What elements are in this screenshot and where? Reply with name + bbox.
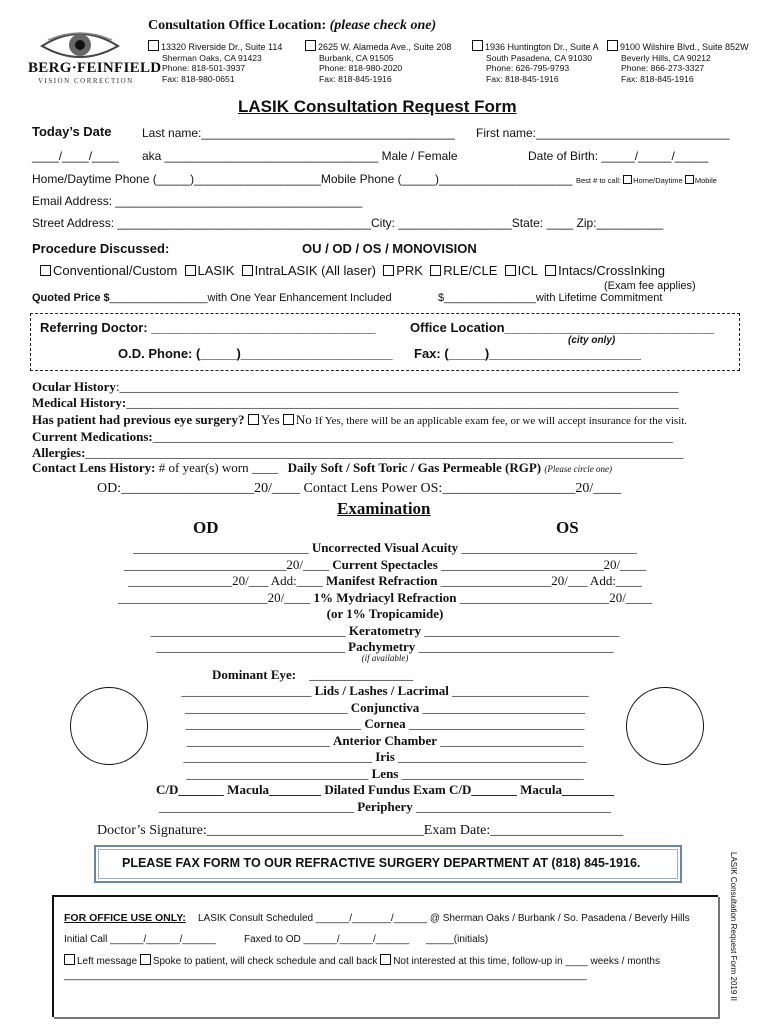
location-checkbox[interactable] [607, 40, 618, 51]
dob-field[interactable]: Date of Birth: _____/_____/_____ [528, 149, 709, 163]
exam-label: Anterior Chamber [332, 732, 438, 748]
os-heading: OS [556, 518, 579, 537]
exam-row [0, 683, 770, 700]
location-address: 1936 Huntington Dr., Suite A [485, 42, 599, 52]
os-value[interactable]: ___________________________ [461, 540, 637, 555]
not-interested-label: Not interested at this time, follow-up in ____ weeks / months [393, 956, 660, 967]
yes-checkbox[interactable] [248, 414, 259, 425]
os-value[interactable]: _________________________ [422, 699, 586, 715]
od-phone-field[interactable]: O.D. Phone: (_____)_____________________ [118, 346, 393, 361]
od-value[interactable]: ___________________________ [133, 540, 309, 555]
od-value[interactable]: ____________________ [181, 683, 312, 698]
todays-date-field[interactable]: ____/____/____ [32, 149, 119, 163]
medical-history[interactable] [32, 395, 679, 411]
quoted-lifetime[interactable]: $_______________with Lifetime Commitment [438, 292, 663, 304]
phone-fields[interactable]: Home/Daytime Phone (_____)___________________Mobile Phone (_____)____________________ [32, 172, 573, 186]
location-phone: Phone: 866-273-3327 [621, 63, 705, 73]
os-value[interactable]: _____________________________ [398, 749, 587, 764]
allergies[interactable] [32, 445, 683, 461]
allergies-line[interactable]: ____________________________________________________________________________________________ [85, 445, 684, 460]
os-value[interactable]: _______________________20/____ [459, 589, 652, 605]
exam-label: Uncorrected Visual Acuity [311, 540, 459, 555]
location-south-pasadena[interactable] [472, 40, 599, 84]
dominant-eye-label: Dominant Eye: [212, 667, 297, 682]
exam-label: Keratometry [348, 622, 422, 638]
od-heading: OD [193, 518, 219, 537]
ocular-history-label: Ocular History [32, 379, 116, 394]
eye-logo-icon [40, 28, 120, 62]
option-lasik[interactable]: LASIK [185, 263, 235, 278]
os-value[interactable]: ___________________________ [408, 716, 585, 731]
exam-label: Cornea [364, 716, 406, 731]
office-heading [148, 18, 436, 34]
previous-surgery-label: Has patient had previous eye surgery? [32, 412, 245, 427]
exam-row [0, 700, 770, 717]
street-address-field[interactable]: Street Address: ______________________________________City: _________________State: ____ Zip:__________ [32, 216, 664, 230]
location-checkbox[interactable] [472, 40, 483, 51]
fundus-row [0, 782, 770, 799]
os-value[interactable]: ______________________ [440, 732, 584, 748]
exam-label: 1% Mydriacyl Refraction [313, 589, 457, 605]
contact-lens-label: Contact Lens History: [32, 460, 156, 475]
exam-row [0, 557, 770, 574]
allergies-label: Allergies: [32, 445, 86, 460]
exam-row [0, 733, 770, 750]
office-heading-note: (please check one) [329, 18, 437, 33]
side-form-label: LASIK Consultation Request Form 2019 II [729, 852, 738, 1001]
circle-one-note: (Please circle one) [544, 464, 612, 474]
yes-label: Yes [260, 412, 280, 427]
contact-years-field[interactable]: # of year(s) worn ____ [158, 460, 278, 475]
location-city: Burbank, CA 91505 [319, 52, 394, 63]
city-only-note: (city only) [568, 335, 616, 346]
initials-field[interactable]: _____(initials) [426, 934, 489, 945]
os-value[interactable]: _________________________20/____ [441, 556, 647, 572]
location-fax: Fax: 818-845-1916 [319, 73, 392, 84]
od-value[interactable]: _____________________________ [183, 749, 372, 764]
exam-rows [0, 540, 770, 669]
location-city: South Pasadena, CA 91030 [486, 52, 593, 63]
left-message-label: Left message [77, 956, 138, 967]
exam-label: Iris [375, 749, 395, 764]
location-address: 9100 Wilshire Blvd., Suite 852W [620, 42, 749, 52]
exam-label: Lids / Lashes / Lacrimal [314, 683, 449, 698]
previous-surgery [32, 412, 687, 428]
exam-row [0, 623, 770, 640]
location-city: Beverly Hills, CA 90212 [621, 52, 711, 63]
exam-label: (or 1% Tropicamide) [326, 606, 444, 621]
exam-row [0, 766, 770, 783]
location-phone: Phone: 818-980-2020 [319, 63, 403, 73]
ocular-history-line[interactable]: :______________________________________________________________________________________ [115, 379, 679, 394]
periphery-row [0, 799, 770, 816]
location-checkbox[interactable] [305, 40, 316, 51]
exam-row [0, 540, 770, 557]
initial-call-field[interactable]: Initial Call ______/______/______ [64, 934, 216, 945]
spoke-checkbox[interactable] [140, 954, 151, 965]
no-label: No [295, 412, 312, 427]
mobile-label: Mobile [694, 176, 717, 185]
exam-row [0, 639, 770, 653]
od-value[interactable]: ___________________________ [185, 716, 362, 731]
os-value[interactable]: ______________________________ [416, 798, 612, 814]
exam-heading: Examination [337, 499, 431, 518]
option-intralasik[interactable]: IntraLASIK (All laser) [242, 263, 376, 278]
option-prk[interactable]: PRK [383, 263, 423, 278]
last-name-field[interactable]: Last name:______________________________________ [142, 126, 455, 140]
od-value[interactable]: ____________________________ [186, 765, 369, 781]
office-heading-label: Consultation Office Location: [148, 18, 327, 33]
location-address: 13320 Riverside Dr., Suite 114 [161, 42, 283, 52]
best-call-options [576, 175, 717, 185]
office-location-field[interactable]: Office Location_____________________________ [410, 320, 715, 335]
exam-row [0, 716, 770, 733]
procedure-eyes: OU / OD / OS / MONOVISION [302, 241, 477, 256]
quoted-label: Quoted Price $ [32, 292, 110, 304]
os-fundus[interactable]: C/D_______ Macula________ [448, 782, 614, 797]
quoted-enhancement[interactable]: ________________with One Year Enhancement Included [109, 292, 392, 304]
os-value[interactable]: ____________________________ [401, 765, 584, 781]
best-call-label: Best # to call: [576, 176, 622, 185]
exam-label: Current Spectacles [332, 556, 438, 572]
od-value[interactable]: ________________20/___ Add:____ [128, 573, 323, 588]
not-interested-checkbox[interactable] [380, 954, 391, 965]
od-fax-field[interactable]: Fax: (_____)_____________________ [414, 346, 641, 361]
form-title: LASIK Consultation Request Form [238, 97, 517, 116]
spoke-label: Spoke to patient, will check schedule and call back [152, 956, 378, 967]
exam-fee-note: (Exam fee applies) [604, 280, 696, 292]
office-notes-line[interactable]: ______________________________________________________________________________________________ [64, 970, 587, 981]
contact-lens-power[interactable]: OD:___________________20/____ Contact Lens Power OS:___________________20/____ [97, 481, 622, 496]
exam-row [0, 573, 770, 590]
medical-history-label: Medical History: [32, 395, 127, 410]
option-icl[interactable]: ICL [505, 263, 538, 278]
od-value[interactable]: ______________________________ [158, 798, 354, 814]
location-sherman-oaks[interactable] [148, 40, 282, 84]
exam-label: Manifest Refraction [325, 573, 438, 588]
home-checkbox[interactable] [623, 175, 632, 184]
consult-scheduled-field[interactable]: LASIK Consult Scheduled ______/_______/______ @ Sherman Oaks / Burbank / So. Pasadena / Beverly Hills [198, 913, 690, 924]
option-rle-cle[interactable]: RLE/CLE [430, 263, 497, 278]
exam-label: Pachymetry [348, 639, 416, 654]
email-field[interactable]: Email Address: _____________________________________ [32, 194, 363, 208]
medications-label: Current Medications: [32, 429, 153, 444]
medical-history-line[interactable]: _____________________________________________________________________________________ [126, 395, 679, 410]
procedure-label: Procedure Discussed: [32, 241, 170, 256]
previous-surgery-note: If Yes, there will be an applicable exam fee, or we will accept insurance for the visit. [315, 415, 688, 427]
od-value[interactable]: _______________________20/____ [118, 589, 311, 605]
od-value[interactable]: _________________________20/____ [123, 556, 329, 572]
exam-rows-2 [0, 683, 770, 815]
location-phone: Phone: 626-795-9793 [486, 63, 570, 73]
exam-label: Lens [371, 765, 399, 781]
mobile-checkbox[interactable] [685, 175, 694, 184]
os-value[interactable]: _____________________ [452, 683, 589, 698]
location-city: Sherman Oaks, CA 91423 [162, 52, 262, 63]
option-intacs[interactable]: Intacs/CrossInking [545, 263, 665, 278]
aka-gender-field[interactable]: aka ________________________________ Male / Female [142, 149, 458, 163]
referring-doctor-field[interactable]: Referring Doctor: _______________________________ [40, 320, 376, 335]
procedure-options [40, 263, 665, 278]
od-fundus[interactable]: C/D_______ Macula________ [156, 782, 322, 797]
contact-lens-history [32, 460, 612, 476]
location-checkbox[interactable] [148, 40, 159, 51]
left-message-checkbox[interactable] [64, 954, 75, 965]
od-value[interactable]: _________________________ [184, 699, 348, 715]
location-beverly-hills[interactable] [607, 40, 749, 84]
quoted-price[interactable] [32, 292, 392, 304]
current-medications[interactable] [32, 429, 673, 445]
od-value[interactable]: ______________________________ [150, 622, 346, 638]
contact-types[interactable]: Daily Soft / Soft Toric / Gas Permeable (RGP) [287, 460, 542, 475]
office-use-label: FOR OFFICE USE ONLY: [64, 912, 186, 924]
os-value[interactable]: ______________________________ [424, 622, 620, 638]
fundus-label: Dilated Fundus Exam [324, 782, 446, 797]
follow-up-options [64, 954, 660, 967]
exam-label: Conjunctiva [350, 699, 420, 715]
option-conventional[interactable]: Conventional/Custom [40, 263, 177, 278]
location-fax: Fax: 818-980-0651 [162, 73, 235, 84]
exam-label: Periphery [357, 798, 413, 814]
dominant-eye-field[interactable]: ________________ [309, 667, 414, 682]
exam-row [0, 749, 770, 766]
exam-row [0, 590, 770, 607]
logo-tagline: VISION CORRECTION [38, 77, 134, 85]
od-value[interactable]: _____________________________ [156, 639, 345, 654]
first-name-field[interactable]: First name:_____________________________ [476, 126, 730, 140]
location-fax: Fax: 818-845-1916 [486, 73, 559, 84]
dominant-eye [212, 667, 413, 683]
logo-brand: BERG·FEINFIELD [28, 60, 162, 76]
no-checkbox[interactable] [283, 414, 294, 425]
doctor-signature-field[interactable]: Doctor’s Signature:_______________________________Exam Date:___________________ [97, 823, 624, 838]
od-value[interactable]: ______________________ [186, 732, 330, 748]
os-value[interactable]: ______________________________ [418, 639, 614, 654]
if-available-note: (if available) [361, 653, 409, 663]
fax-banner-text: PLEASE FAX FORM TO OUR REFRACTIVE SURGERY DEPARTMENT AT (818) 845-1916. [122, 856, 641, 870]
location-address: 2625 W. Alameda Ave., Suite 208 [318, 42, 452, 52]
todays-date-label: Today’s Date [32, 124, 112, 139]
medications-line[interactable]: ________________________________________________________________________________ [152, 429, 673, 444]
fax-banner [94, 845, 682, 883]
os-value[interactable]: _________________20/___ Add:____ [440, 573, 642, 588]
location-fax: Fax: 818-845-1916 [621, 73, 694, 84]
ocular-history[interactable] [32, 379, 679, 395]
location-phone: Phone: 818-501-3937 [162, 63, 246, 73]
location-burbank[interactable] [305, 40, 451, 84]
faxed-to-od-field[interactable]: Faxed to OD ______/______/______ [244, 934, 410, 945]
exam-row [0, 606, 770, 623]
home-label: Home/Daytime [633, 176, 683, 185]
